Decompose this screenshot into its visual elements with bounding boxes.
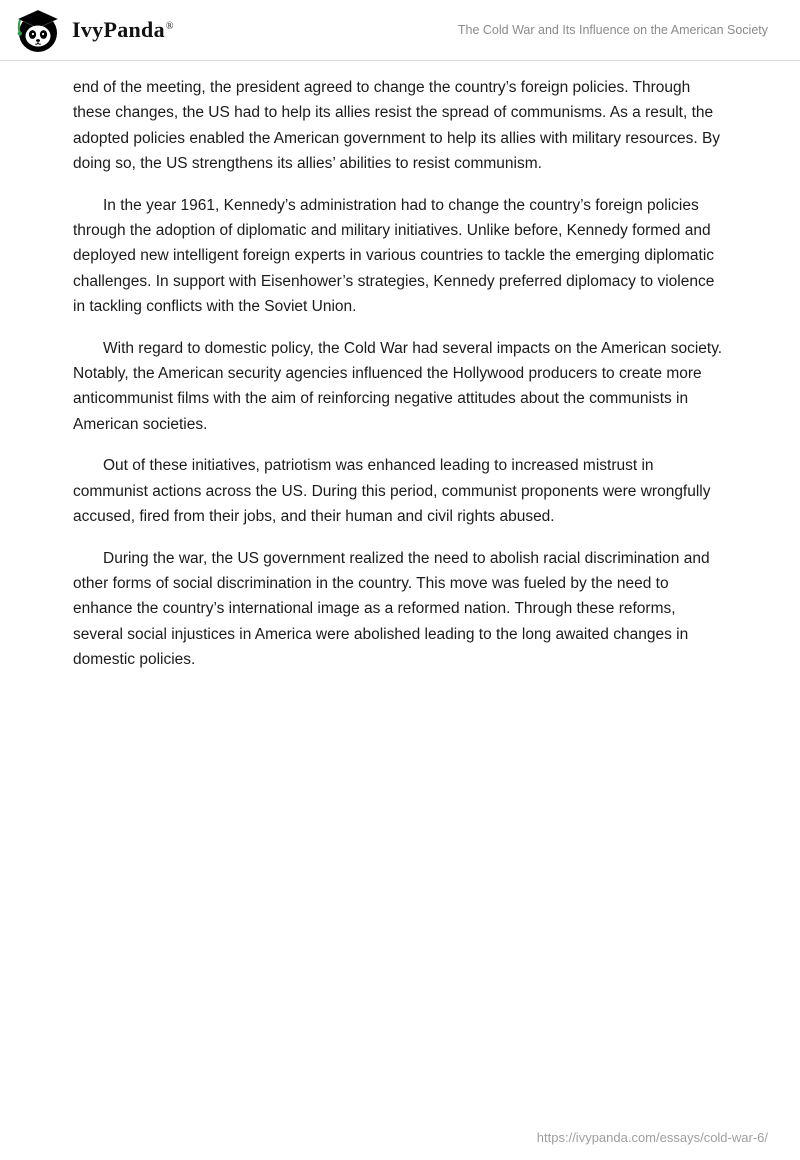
paragraph: With regard to domestic policy, the Cold War had several impacts on the American society. Notably, the American security agencies influenced the Hollywood producers to create more anticommunist films with the aim of reinforcing negative attitudes about the communists in American societies. [73, 339, 723, 433]
paragraph: Out of these initiatives, patriotism was enhanced leading to increased mistrust in communist actions across the US. During this period, communist proponents were wrongfully accused, fired from their jobs, and their human and civil rights abused. [73, 457, 711, 526]
ivypanda-logo [14, 6, 174, 54]
paragraph: In the year 1961, Kennedy’s administration had to change the country’s foreign policies through the adoption of diplomatic and military initiatives. Unlike before, Kennedy formed and deployed new intelligent foreign experts in various countries to tackle the emerging diplomatic challenges. In support with Eisenhower’s strategies, Kennedy preferred diplomacy to violence in tackling conflicts with the Soviet Union. [73, 196, 715, 316]
paragraph: During the war, the US government realized the need to abolish racial discrimination and other forms of social discrimination in the country. This move was fueled by the need to enhance the country’s international image as a reformed nation. Through these reforms, several social injustices in America were abolished leading to the long awaited changes in domestic policies. [73, 549, 710, 669]
source-url: https://ivypanda.com/essays/cold-war-6/ [536, 1130, 768, 1145]
essay-body [0, 61, 800, 673]
brand-text: IvyPanda [72, 17, 165, 42]
page-header [0, 0, 800, 61]
panda-graduate-icon [14, 6, 62, 54]
document-title: The Cold War and Its Influence on the American Society [457, 22, 768, 37]
paragraph: end of the meeting, the president agreed to change the country’s foreign policies. Through these changes, the US had to help its allies resist the spread of communisms. As a result, the adopted policies enabled the American government to help its allies with military resources. By doing so, the US strengthens its allies’ abilities to resist communism. [73, 79, 721, 173]
registered-mark: ® [165, 20, 174, 32]
brand-name [72, 19, 174, 41]
